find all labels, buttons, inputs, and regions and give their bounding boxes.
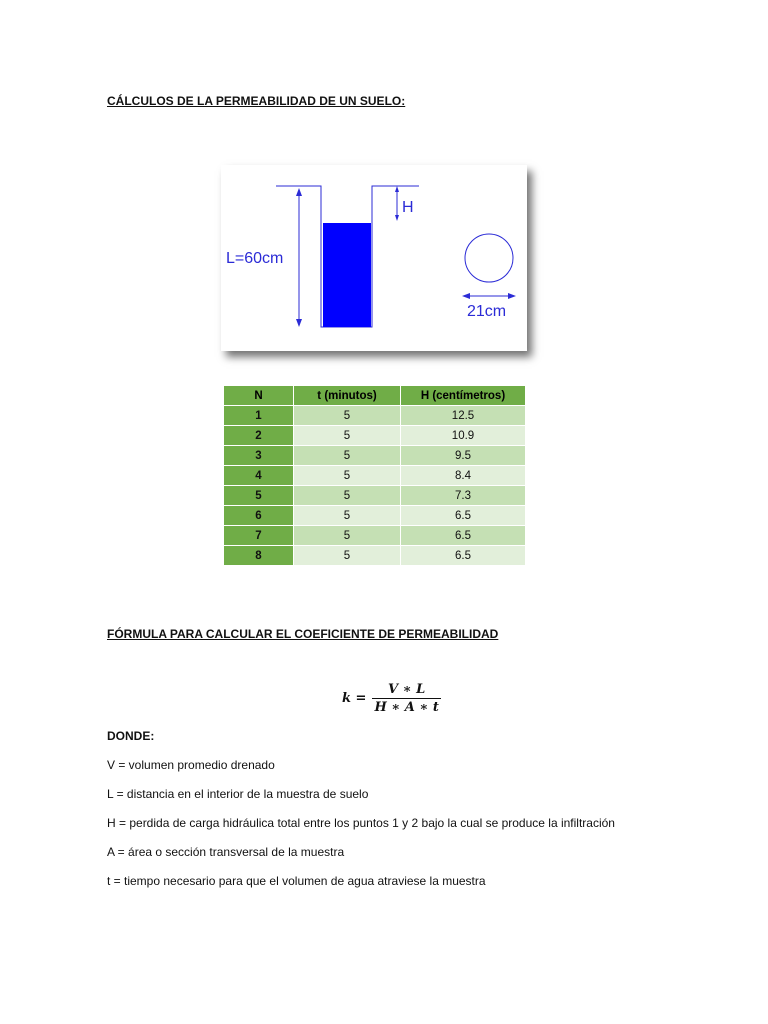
row-time: 5 — [294, 406, 401, 426]
definition-a: A = área o sección transversal de la muestra — [107, 845, 345, 859]
permeability-formula — [342, 682, 441, 715]
row-index: 2 — [224, 426, 294, 446]
row-height: 6.5 — [401, 546, 526, 566]
definition-h: H = perdida de carga hidráulica total entre los puntos 1 y 2 bajo la cual se produce la infiltración — [107, 816, 615, 830]
table-row — [224, 466, 526, 486]
row-height: 7.3 — [401, 486, 526, 506]
height-arrow-bottom — [395, 215, 399, 221]
length-label: L=60cm — [226, 250, 284, 267]
table-row — [224, 426, 526, 446]
row-time: 5 — [294, 506, 401, 526]
section-heading-formula: FÓRMULA PARA CALCULAR EL COEFICIENTE DE PERMEABILIDAD — [107, 627, 499, 641]
formula-numerator: V ∗ L — [388, 682, 426, 697]
table-row — [224, 546, 526, 566]
column-header-height: H (centímetros) — [401, 386, 526, 406]
formula-lhs: k = — [342, 691, 367, 706]
definition-t: t = tiempo necesario para que el volumen de agua atraviese la muestra — [107, 874, 486, 888]
row-index: 1 — [224, 406, 294, 426]
row-height: 10.9 — [401, 426, 526, 446]
definition-l: L = distancia en el interior de la muestra de suelo — [107, 787, 369, 801]
table-header-row — [224, 386, 526, 406]
sample-column — [323, 223, 371, 327]
length-arrow-bottom — [296, 319, 302, 327]
measurements-table — [223, 385, 526, 566]
row-index: 4 — [224, 466, 294, 486]
row-time: 5 — [294, 526, 401, 546]
formula-fraction — [372, 682, 440, 715]
row-height: 6.5 — [401, 526, 526, 546]
definition-v: V = volumen promedio drenado — [107, 758, 275, 772]
formula-denominator: H ∗ A ∗ t — [374, 700, 439, 715]
table-row — [224, 406, 526, 426]
diameter-label: 21cm — [467, 303, 507, 320]
row-index: 6 — [224, 506, 294, 526]
section-heading-calculos: CÁLCULOS DE LA PERMEABILIDAD DE UN SUELO: — [107, 94, 406, 108]
permeameter-sketch — [221, 165, 527, 351]
row-index: 7 — [224, 526, 294, 546]
table-row — [224, 446, 526, 466]
row-height: 9.5 — [401, 446, 526, 466]
row-height: 6.5 — [401, 506, 526, 526]
height-label: H — [402, 199, 414, 216]
row-time: 5 — [294, 486, 401, 506]
definitions-title: DONDE: — [107, 729, 155, 743]
table-row — [224, 506, 526, 526]
row-height: 12.5 — [401, 406, 526, 426]
row-height: 8.4 — [401, 466, 526, 486]
diameter-arrow-left — [462, 293, 470, 299]
length-arrow-top — [296, 188, 302, 196]
row-time: 5 — [294, 466, 401, 486]
row-index: 8 — [224, 546, 294, 566]
row-index: 5 — [224, 486, 294, 506]
row-time: 5 — [294, 546, 401, 566]
row-index: 3 — [224, 446, 294, 466]
permeability-diagram — [221, 165, 527, 351]
column-header-n: N — [224, 386, 294, 406]
height-arrow-top — [395, 186, 399, 192]
column-header-time: t (minutos) — [294, 386, 401, 406]
diameter-arrow-right — [508, 293, 516, 299]
row-time: 5 — [294, 426, 401, 446]
table-row — [224, 526, 526, 546]
row-time: 5 — [294, 446, 401, 466]
table-row — [224, 486, 526, 506]
cross-section-circle — [465, 234, 513, 282]
